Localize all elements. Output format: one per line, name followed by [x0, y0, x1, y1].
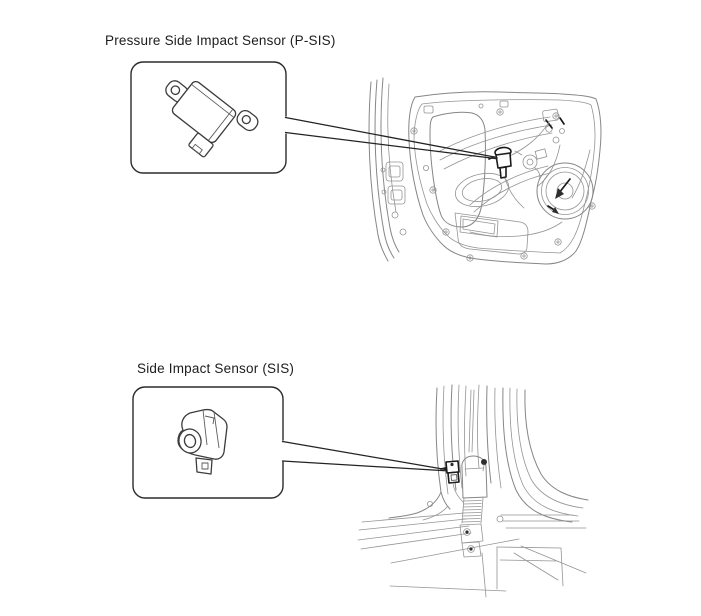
psis-sensor-marker [489, 147, 524, 208]
bolt-holes [411, 109, 595, 261]
pretensioner-tube-ribs [462, 501, 481, 523]
pillar-lines [436, 385, 501, 509]
lower-opening [455, 213, 528, 254]
speaker [537, 163, 593, 219]
door-opening-curves [503, 388, 588, 522]
sill-lines [358, 492, 586, 580]
front-door-assembly-line-art [369, 78, 601, 264]
psis-leader-wedge [286, 118, 498, 159]
sis-callout-label: Side Impact Sensor (SIS) [137, 361, 295, 376]
center-pillar-line-art [358, 385, 588, 597]
sis-leader-wedge [283, 442, 446, 471]
fender-edge-lines [369, 78, 399, 261]
psis-callout-label: Pressure Side Impact Sensor (P-SIS) [105, 33, 336, 48]
